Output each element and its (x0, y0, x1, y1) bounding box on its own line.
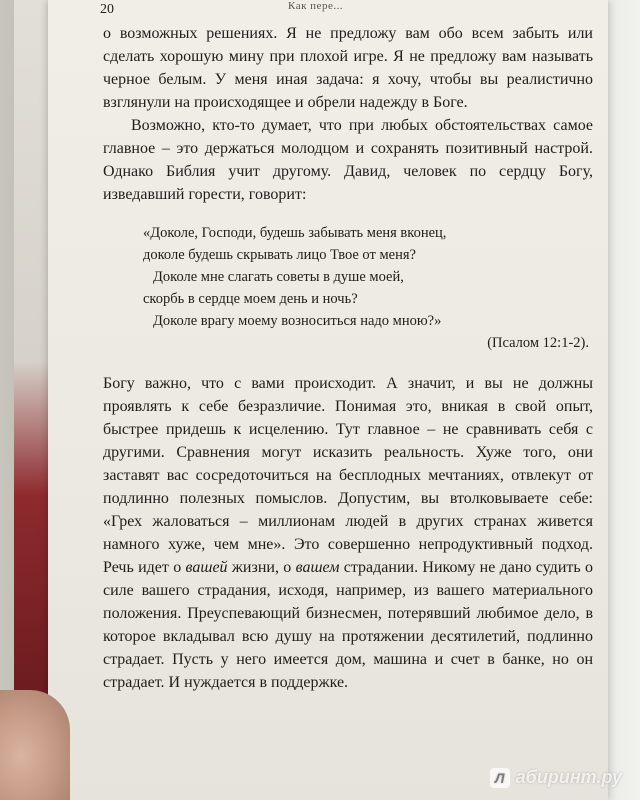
quote-line: Доколе врагу моему возноситься надо мною?» (153, 313, 442, 329)
labirint-logo-icon: Л (490, 768, 510, 788)
watermark (490, 767, 622, 788)
watermark-text: абиринт.ру (515, 767, 622, 787)
paragraph-3-part-1: Богу важно, что с вами происходит. А значит, и вы не должны проявлять к себе безразличие. Понимая это, вникая в свой опыт, быстрее придешь к исцелению. Тут главное – не сравнивать себя с другими. Сравнения могут исказить реальность. Хуже того, они заставят вас сосредоточиться на бесплодных мечтаниях, отвлекут от подлинно полезных помыслов. Допустим, вы втолковываете себе: «Грех жаловаться – миллионам людей в других странах живется намного хуже, чем мне». Это совершенно непродуктивный подход. Речь идет о (103, 375, 593, 576)
quote-line: скорбь в сердце моем день и ночь? (143, 291, 358, 307)
thumb (0, 690, 70, 800)
page-content (103, 22, 593, 694)
paragraph-3 (103, 372, 593, 694)
page-number: 20 (100, 2, 114, 17)
emphasis-vashem: вашем (295, 559, 340, 576)
paragraph-1: о возможных решениях. Я не предложу вам обо всем забыть или сделать хорошую мину при плохой игре. Я не предложу вам называть черное белым. У меня иная задача: я хочу, чтобы вы реалистично взглянули на происходящее и обрели надежду в Боге. (103, 25, 593, 111)
book-page (48, 0, 608, 800)
paragraph-3-part-3: страдании. Никому не дано судить о силе вашего страдания, исходя, например, из вашего материального положения. Преуспевающий бизнесмен, потерявший любимое дело, в которое вкладывал всю душу на протяжении десятилетий, подлинно страдает. Пусть у него имеется дом, машина и счет в банке, но он страдает. И нуждается в поддержке. (103, 559, 594, 691)
paragraph-3-part-2: жизни, о (227, 559, 296, 576)
quote-citation: (Псалом 12:1-2). (487, 335, 589, 351)
quote-line: «Доколе, Господи, будешь забывать меня вконец, (143, 225, 447, 241)
quote-line: доколе будешь скрывать лицо Твое от меня? (143, 247, 416, 263)
running-head: Как пере... (288, 0, 344, 12)
quote-line: Доколе мне слагать советы в душе моей, (153, 269, 404, 285)
psalm-quote (143, 222, 593, 354)
emphasis-vashei: вашей (185, 559, 228, 576)
paragraph-2: Возможно, кто-то думает, что при любых обстоятельствах самое главное – это держаться молодцом и сохранять позитивный настрой. Однако Библия учит другому. Давид, человек по сердцу Богу, изведавший горести, говорит: (103, 117, 593, 203)
